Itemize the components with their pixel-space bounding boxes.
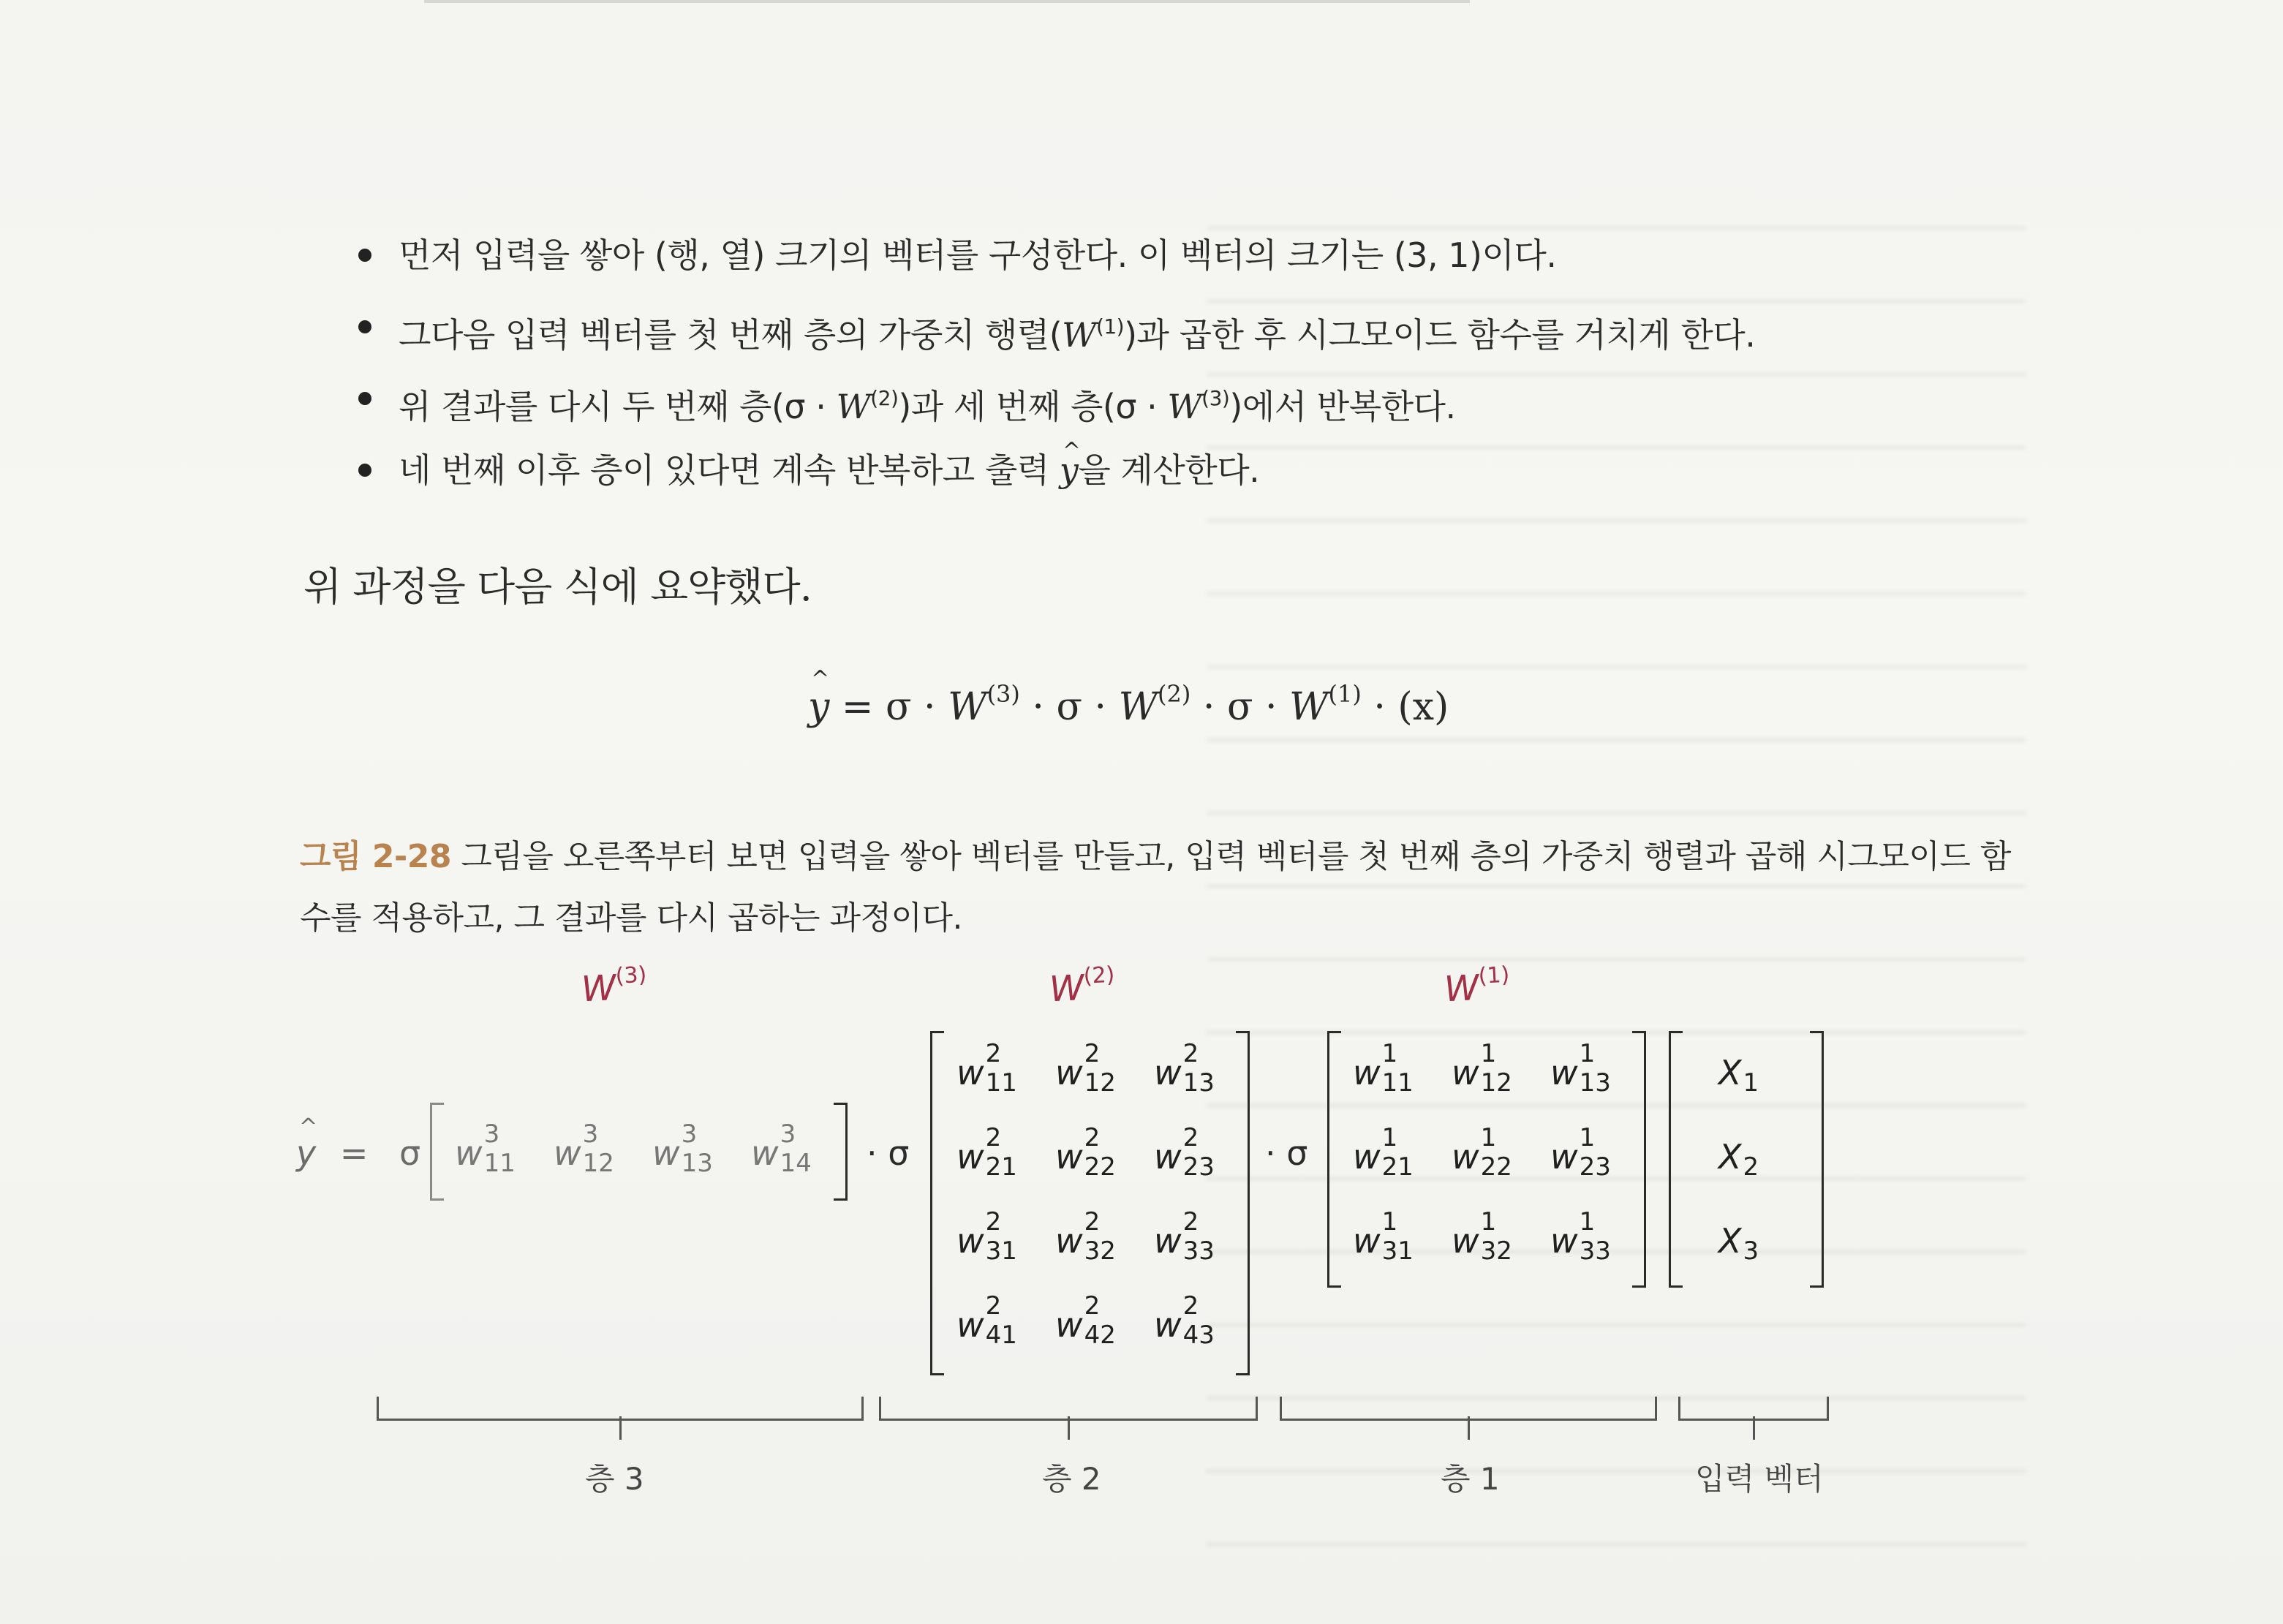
matrix1-right-bracket	[1632, 1031, 1646, 1288]
matrix-cell: w 2 41	[956, 1291, 1017, 1350]
bullet-dot	[358, 464, 371, 477]
input-left-bracket	[1669, 1031, 1683, 1288]
bullet-text: 네 번째 이후 층이 있다면 계속 반복하고 출력 ^ y을 계산한다.	[399, 434, 1259, 506]
layer3-brace	[377, 1397, 864, 1421]
matrix-cell: X 1	[1718, 1053, 1759, 1098]
matrix2-right-bracket	[1236, 1031, 1250, 1375]
weight-label-w1: $W^{(1)}$	[1443, 962, 1511, 1011]
matrix-cell: w 2 43	[1154, 1291, 1215, 1350]
dot-sigma: · σ	[1265, 1133, 1308, 1173]
matrix1-left-bracket	[1327, 1031, 1341, 1288]
bullet-dot	[358, 392, 371, 405]
equation-yhat: ^ y	[808, 685, 829, 729]
matrix-cell: w 2 31	[956, 1206, 1017, 1266]
matrix-cell: w 2 32	[1055, 1206, 1116, 1266]
matrix3-right-bracket	[834, 1103, 848, 1201]
matrix-cell: w 3 14	[751, 1119, 812, 1178]
matrix-cell: X 2	[1718, 1137, 1759, 1182]
matrix-cell: w 1 23	[1550, 1122, 1611, 1182]
matrix-cell: w 1 12	[1452, 1038, 1512, 1098]
y-hat: ^ y	[1060, 434, 1079, 506]
bullet-text: 먼저 입력을 쌓아 (행, 열) 크기의 벡터를 구성한다. 이 벡터의 크기는 (3, 1)이다.	[399, 235, 1557, 275]
matrix-cell: w 1 31	[1353, 1206, 1414, 1266]
summary-text: 위 과정을 다음 식에 요약했다.	[303, 564, 812, 610]
matrix-cell: w 2 23	[1154, 1122, 1215, 1182]
input-brace	[1678, 1397, 1829, 1421]
bullet-text: 그다음 입력 벡터를 첫 번째 층의 가중치 행렬$(W^{(1)})$과 곱한 후 시그모이드 함수를 거치게 한다.	[399, 314, 1756, 355]
layer1-brace	[1280, 1397, 1657, 1421]
matrix-cell: w 1 32	[1452, 1206, 1512, 1266]
layer2-label: 층 2	[1042, 1461, 1101, 1497]
layer2-brace	[879, 1397, 1258, 1421]
weight-label-w3: $W^{(3)}$	[580, 962, 648, 1011]
matrix3-left-bracket	[430, 1103, 444, 1201]
bullet-text: 위 결과를 다시 두 번째 층$(\sigma \cdot W^{(2)})$과 세 번째 층$(\sigma \cdot W^{(3)})$에서 반복한다.	[399, 386, 1456, 426]
weight-label-w2: $W^{(2)}$	[1048, 962, 1116, 1011]
figure-caption: 그림 2-28 그림을 오른쪽부터 보면 입력을 쌓아 벡터를 만들고, 입력 벡터를 첫 번째 층의 가중치 행렬과 곱해 시그모이드 함수를 적용하고, 그 결과를 다시 곱하는 과정이다.	[300, 838, 2011, 937]
matrix-cell: w 3 13	[652, 1119, 713, 1178]
matrix-cell: w 1 33	[1550, 1206, 1611, 1266]
input-vector-label: 입력 벡터	[1695, 1461, 1824, 1497]
matrix-cell: w 2 12	[1055, 1038, 1116, 1098]
matrix-cell: w 1 22	[1452, 1122, 1512, 1182]
matrix2-left-bracket	[930, 1031, 944, 1375]
bullet-dot	[358, 249, 371, 262]
page-edge	[424, 0, 1470, 3]
bullet-dot	[358, 320, 371, 333]
figure-label: 그림 2-28	[300, 838, 451, 875]
layer3-label: 층 3	[585, 1461, 644, 1497]
matrix-cell: w 2 22	[1055, 1122, 1116, 1182]
matrix-cell: w 2 11	[956, 1038, 1017, 1098]
figure-lhs: ^ y = σ	[296, 1133, 420, 1173]
matrix-cell: w 3 11	[455, 1119, 516, 1178]
matrix-cell: w 2 42	[1055, 1291, 1116, 1350]
layer1-label: 층 1	[1441, 1461, 1500, 1497]
dot-sigma: · σ	[867, 1133, 910, 1173]
matrix-cell: w 1 11	[1353, 1038, 1414, 1098]
matrix-cell: w 3 12	[554, 1119, 614, 1178]
matrix-cell: w 2 21	[956, 1122, 1017, 1182]
matrix-cell: w 1 13	[1550, 1038, 1611, 1098]
matrix-cell: w 1 21	[1353, 1122, 1414, 1182]
matrix-cell: w 2 13	[1154, 1038, 1215, 1098]
input-right-bracket	[1810, 1031, 1824, 1288]
main-equation: ^ $y = \sigma \cdot W^{(3)} \cdot \sigma \cdot W^{(2)} \cdot \sigma \cdot W^{(1)} \cdot (x)$	[808, 680, 1449, 729]
matrix-cell: X 3	[1718, 1221, 1759, 1266]
matrix-cell: w 2 33	[1154, 1206, 1215, 1266]
